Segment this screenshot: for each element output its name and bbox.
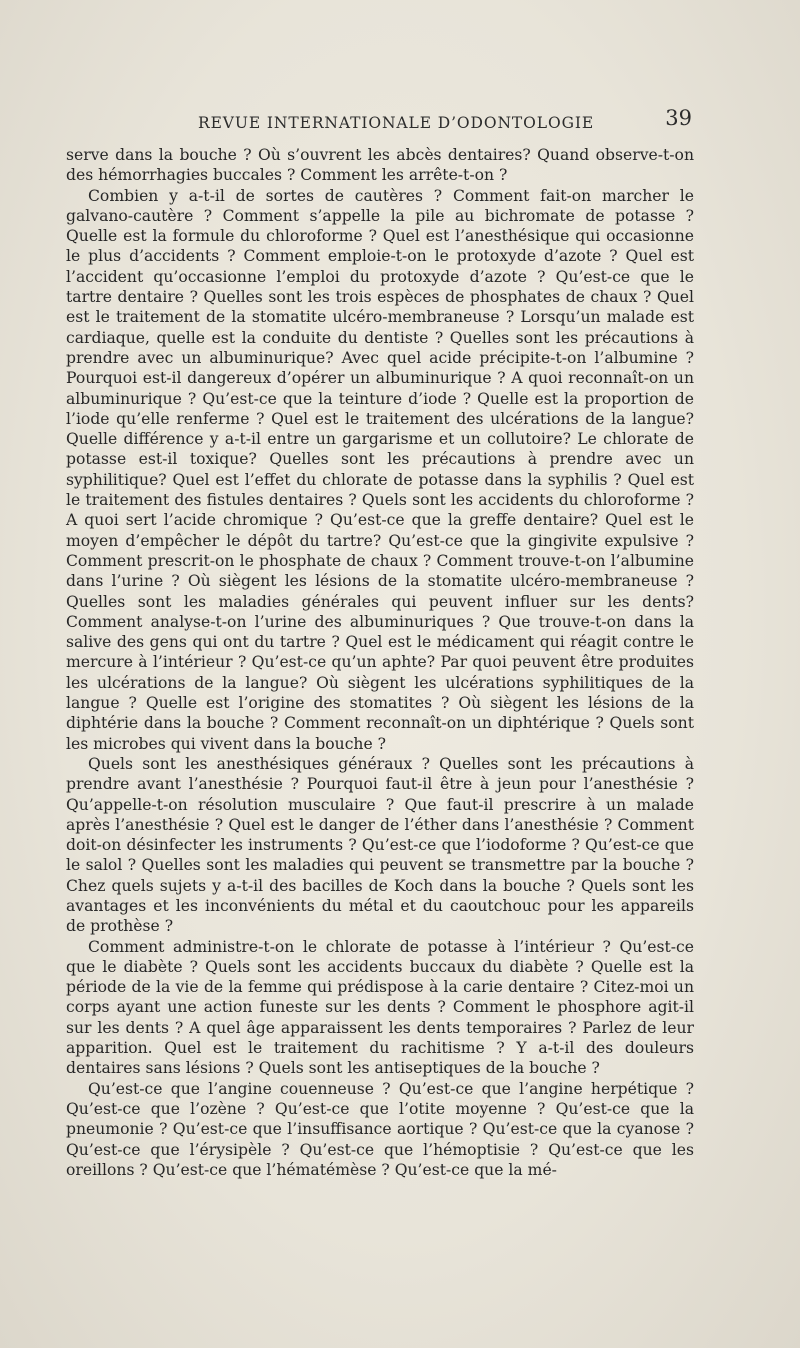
paragraph: Quels sont les anesthésiques généraux ? Quelles sont les précautions à prendre avant l’anesthésie ? Pourquoi faut-il être à jeun pour l’anesthésie ? Qu’appelle-t-on résolution musculaire ? Que faut-il prescrire à un malade après l’anesthésie ? Quel est le danger de l’éther dans l’anesthésie ? Comment doit-on désinfecter les instruments ? Qu’est-ce que l’iodoforme ? Qu’est-ce que le salol ? Quelles sont les maladies qui peuvent se transmettre par la bouche ? Chez quels sujets y a-t-il des bacilles de Koch dans la bouche ? Quels sont les avantages et les inconvénients du métal et du caoutchouc pour les appareils de prothèse ? [66, 754, 694, 936]
running-title: REVUE INTERNATIONALE D’ODONTOLOGIE [198, 114, 595, 132]
page-header [66, 106, 694, 136]
paragraph-continuation: serve dans la bouche ? Où s’ouvrent les abcès dentaires? Quand observe-t-on des hémorrhagies buccales ? Comment les arrête-t-on ? [66, 146, 694, 185]
paragraph: Qu’est-ce que l’angine couenneuse ? Qu’est-ce que l’angine herpétique ? Qu’est-ce que l’ozène ? Qu’est-ce que l’otite moyenne ? Qu’est-ce que la pneumonie ? Qu’est-ce que l’insuffisance aortique ? Qu’est-ce que la cyanose ? Qu’est-ce que l’érysipèle ? Qu’est-ce que l’hémoptisie ? Qu’est-ce que les oreillons ? Qu’est-ce que l’hématémèse ? Qu’est-ce que la mé- [66, 1079, 694, 1179]
page-number: 39 [665, 106, 692, 130]
paragraph: Combien y a-t-il de sortes de cautères ? Comment fait-on marcher le galvano-cautère ? Comment s’appelle la pile au bichromate de potasse ? Quelle est la formule du chloroforme ? Quel est l’anesthésique qui occasionne le plus d’accidents ? Comment emploie-t-on le protoxyde d’azote ? Quel est l’accident qu’occasionne l’emploi du protoxyde d’azote ? Qu’est-ce que le tartre dentaire ? Quelles sont les trois espèces de phosphates de chaux ? Quel est le traitement de la stomatite ulcéro-membraneuse ? Lorsqu’un malade est cardiaque, quelle est la conduite du dentiste ? Quelles sont les précautions à prendre avec un albuminurique? Avec quel acide précipite-t-on l’albumine ? Pourquoi est-il dangereux d’opérer un albuminurique ? A quoi reconnaît-on un albuminurique ? Qu’est-ce que la teinture d’iode ? Quelle est la proportion de l’iode qu’elle renferme ? Quel est le traitement des ulcérations de la langue? Quelle différence y a-t-il entre un gargarisme et un collutoire? Le chlorate de potasse est-il toxique? Quelles sont les précautions à prendre avec un syphilitique? Quel est l’effet du chlorate de potasse dans la syphilis ? Quel est le traitement des fistules dentaires ? Quels sont les accidents du chloroforme ? A quoi sert l’acide chromique ? Qu’est-ce que la greffe dentaire? Quel est le moyen d’empêcher le dépôt du tartre? Qu’est-ce que la gingivite expulsive ? Comment prescrit-on le phosphate de chaux ? Comment trouve-t-on l’albumine dans l’urine ? Où siègent les lésions de la stomatite ulcéro-membraneuse ? Quelles sont les maladies générales qui peuvent influer sur les dents? Comment analyse-t-on l’urine des albuminuriques ? Que trouve-t-on dans la salive des gens qui ont du tartre ? Quel est le médicament qui réagit contre le mercure à l’intérieur ? Qu’est-ce qu’un aphte? Par quoi peuvent être produites les ulcérations de la langue? Où siègent les ulcérations syphilitiques de la langue ? Quelle est l’origine des stomatites ? Où siègent les lésions de la diphtérie dans la bouche ? Comment reconnaît-on un diphtérique ? Quels sont les microbes qui vivent dans la bouche ? [66, 186, 694, 753]
paragraph: Comment administre-t-on le chlorate de potasse à l’intérieur ? Qu’est-ce que le diabète ? Quels sont les accidents buccaux du diabète ? Quelle est la période de la vie de la femme qui prédispose à la carie dentaire ? Citez-moi un corps ayant une action funeste sur les dents ? Comment le phosphore agit-il sur les dents ? A quel âge apparaissent les dents temporaires ? Parlez de leur apparition. Quel est le traitement du rachitisme ? Y a-t-il des douleurs dentaires sans lésions ? Quels sont les antiseptiques de la bouche ? [66, 937, 694, 1078]
body-text [66, 145, 694, 1180]
